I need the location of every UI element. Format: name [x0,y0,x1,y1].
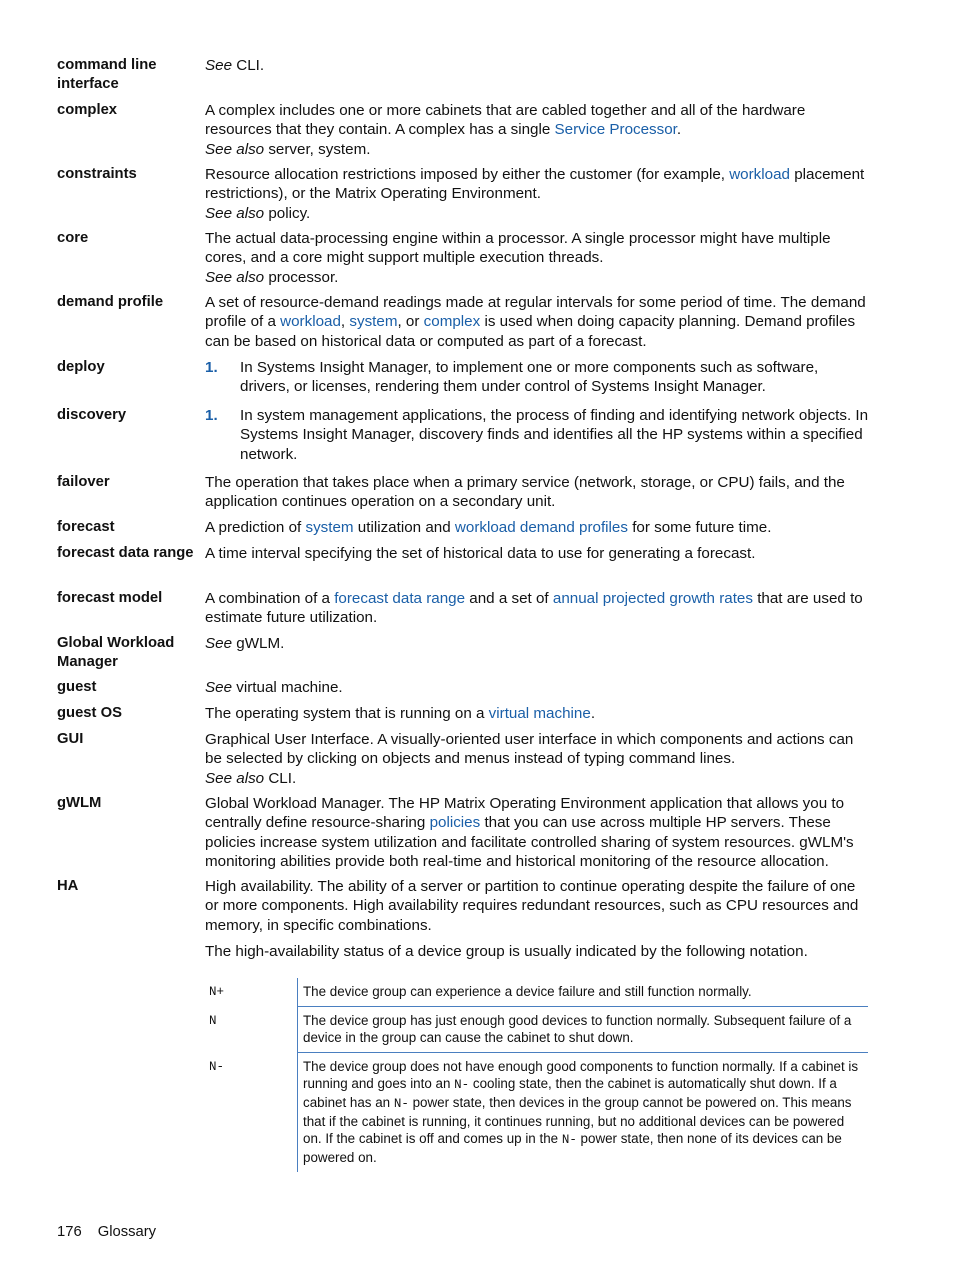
definition [205,358,869,397]
link-workload[interactable]: workload [729,166,790,183]
glossary-entry-constraints [57,165,869,223]
notation-description: The device group does not have enough good components to function normally. If a cabinet is running and goes into an N- cooling state, then the cabinet is automatically shut down. If a cabinet has an N- power state, then devices in the group cannot be powered on. This means that if the cabinet is running, it continues running, but no additional devices can be powered on. If the cabinet is off and comes up in the N- power state, then none of its devices can be powered on. [298,1053,869,1173]
term: forecast data range [57,545,194,561]
term: core [57,230,89,246]
definition [205,406,869,464]
link-policies[interactable]: policies [429,814,481,832]
list-item: 1. In Systems Insight Manager, to implement one or more components such as software, drivers, or licenses, rendering them under control of Systems Insight Manager. [205,359,819,396]
glossary-entry-complex [57,101,869,159]
list-number: 1. [205,407,218,424]
term: guest OS [57,705,122,721]
list-item: 1. In system management applications, the process of finding and identifying network objects. In Systems Insight Manager, discovery finds and identifies all the HP systems within a specified network. [205,407,869,463]
definition: Graphical User Interface. A visually-oriented user interface in which components and actions can be selected by clicking on objects and menus instead of typing command lines. See also CLI. [205,731,854,787]
list-number: 1. [205,359,218,376]
definition: A set of resource-demand readings made at regular intervals for some period of time. The demand profile of a workload, system, or complex is used when doing capacity planning. Demand profiles can be based on historical data or computed as part of a forecast. [205,294,866,350]
link-virtual-machine[interactable]: virtual machine [488,705,591,722]
term: constraints [57,166,137,182]
link-system[interactable]: system [305,519,354,536]
definition: See gWLM. [205,635,285,652]
notation-symbol: N+ [205,978,298,1007]
definition: See virtual machine. [205,679,343,696]
definition: The actual data-processing engine within a processor. A single processor might have multiple cores, and a core might support multiple execution threads. See also processor. [205,230,831,286]
link-system[interactable]: system [349,313,398,331]
glossary-entry-global-workload-manager [57,634,869,671]
definition: The operating system that is running on a virtual machine. [205,705,596,722]
link-service-processor[interactable]: Service Processor [554,121,677,139]
definition: A combination of a forecast data range and a set of annual projected growth rates that are used to estimate future utilization. [205,590,863,627]
glossary-entry-core [57,229,869,287]
glossary-entry-gwlm [57,794,869,872]
ha-notation-table [205,978,868,1172]
notation-description: The device group has just enough good devices to function normally. Subsequent failure of a device in the group can cause the cabinet to shut down. [298,1007,869,1053]
glossary-entry-deploy [57,358,869,397]
glossary-entry-ha [57,877,869,962]
term: guest [57,679,97,695]
term: GUI [57,731,84,747]
glossary-entry-guest-os [57,704,869,723]
link-annual-projected-growth-rates[interactable]: annual projected growth rates [552,590,753,607]
definition: The operation that takes place when a primary service (network, storage, or CPU) fails, and the application continues operation on a secondary unit. [205,474,845,511]
link-workload[interactable]: workload [280,313,341,331]
term: failover [57,474,110,490]
definition: A prediction of system utilization and workload demand profiles for some future time. [205,519,772,536]
glossary-entry-discovery [57,406,869,464]
definition: High availability. The ability of a server or partition to continue operating despite the failure of one or more components. High availability requires redundant resources, such as CPU resources and memory, in specific combinations. The high-availability status of a device group is usually indicated by the following notation. [205,878,859,961]
glossary-entry-gui [57,730,869,788]
section-name: Glossary [97,1224,157,1240]
link-workload-demand-profiles[interactable]: workload demand profiles [454,519,628,536]
term: forecast model [57,590,163,606]
definition: A time interval specifying the set of historical data to use for generating a forecast. [205,545,756,562]
term: complex [57,102,118,118]
term: command line interface [57,57,157,93]
glossary-entry-guest [57,678,869,697]
glossary-entry-demand-profile [57,293,869,351]
page-footer [57,1223,156,1242]
glossary-entry-cli [57,56,869,93]
notation-description: The device group can experience a device failure and still function normally. [303,984,752,999]
notation-symbol: N- [205,1053,298,1173]
term: gWLM [57,795,102,811]
definition: A complex includes one or more cabinets that are cabled together and all of the hardware resources that they contain. A complex has a single Service Processor. See also server, system. [205,102,806,158]
table-row [205,1007,868,1053]
term: deploy [57,359,105,375]
term: Global Workload Manager [57,635,175,671]
link-forecast-data-range[interactable]: forecast data range [334,590,466,607]
link-complex[interactable]: complex [423,313,481,331]
table-row [205,1053,868,1173]
definition: See CLI. [205,57,265,74]
term: demand profile [57,294,164,310]
term: discovery [57,407,127,423]
term: HA [57,878,79,894]
glossary-entry-forecast-model [57,589,869,628]
glossary-entry-failover [57,473,869,512]
glossary-entry-forecast-data-range [57,544,869,563]
definition: Global Workload Manager. The HP Matrix Operating Environment application that allows you to centrally define resource-sharing policies that you can use across multiple HP servers. These policies increase system utilization and facilitate controlled sharing of system resources. gWLM's monitoring abilities provide both real-time and historical monitoring of the resource allocation. [205,795,854,871]
table-row [205,978,868,1007]
definition: Resource allocation restrictions imposed by either the customer (for example, workload placement restrictions), or the Matrix Operating Environment. See also policy. [205,166,865,222]
glossary-entry-forecast [57,518,869,537]
term: forecast [57,519,115,535]
page-number: 176 [57,1224,82,1240]
notation-symbol: N [205,1007,298,1053]
